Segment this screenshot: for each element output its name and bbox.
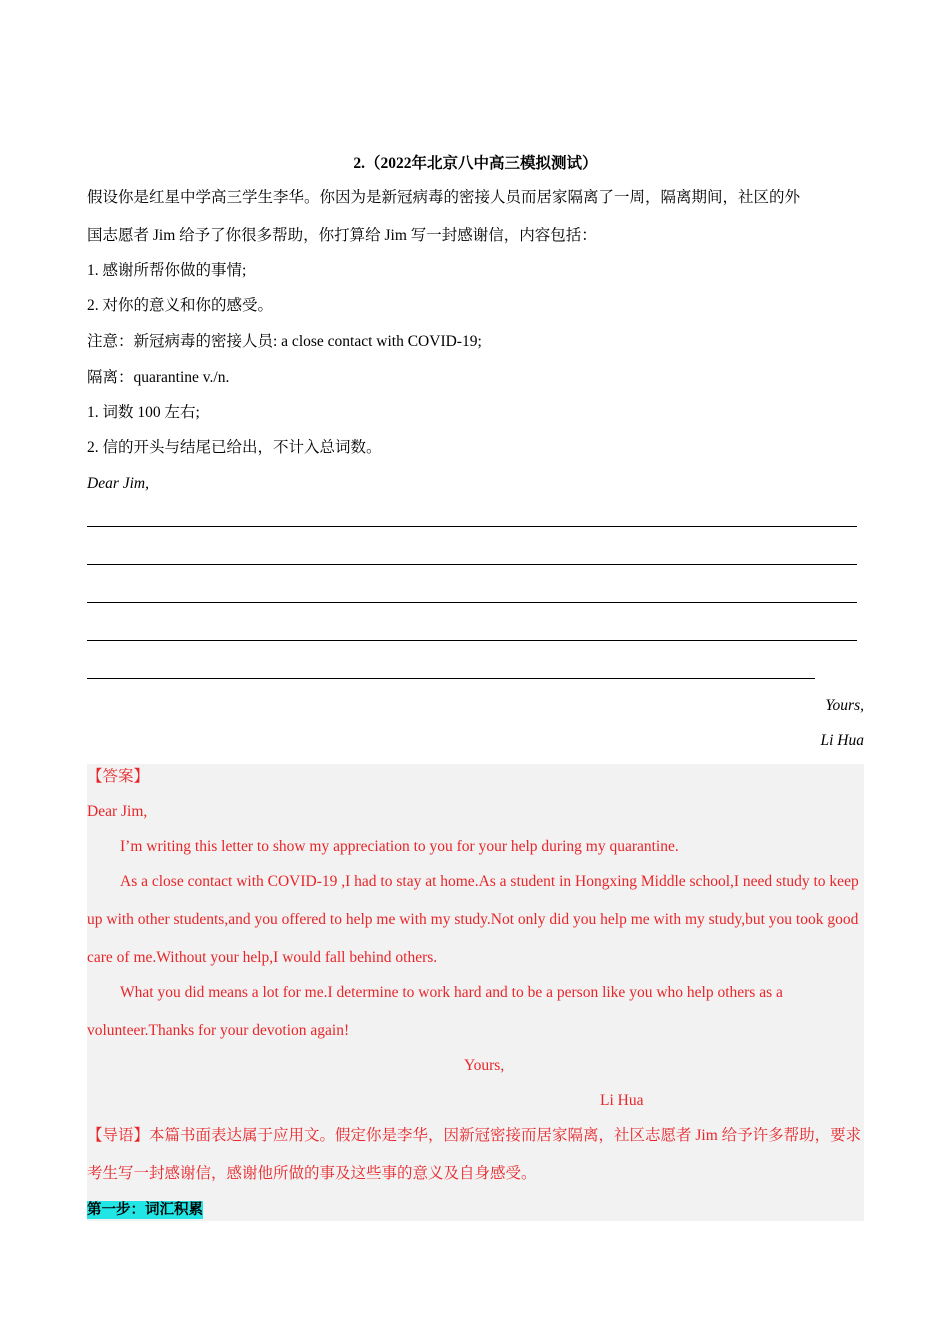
answer-paragraph-1: I’m writing this letter to show my appreciation to you for your help during my quarantine.: [120, 838, 679, 855]
content-item-2: 2. 对你的意义和你的感受。: [87, 297, 274, 314]
answer-label: 【答案】: [87, 768, 150, 785]
answer-greeting: Dear Jim,: [87, 803, 148, 820]
letter-signature: Li Hua: [820, 732, 864, 749]
writing-line: [87, 640, 857, 641]
answer-closing: Yours,: [464, 1057, 505, 1074]
requirement-2: 2. 信的开头与结尾已给出，不计入总词数。: [87, 439, 382, 456]
step-heading-text: 第一步：词汇积累: [87, 1202, 203, 1218]
writing-line: [87, 602, 857, 603]
step-heading: [87, 1200, 203, 1220]
answer-paragraph-2: As a close contact with COVID-19 ,I had to stay at home.As a student in Hongxing Middle school,I need study to keep up with other students,and you offered to help me with my study.Not only did you help me with my study,but you took good care of me.Without your help,I would fall behind others.: [87, 873, 859, 966]
requirement-1: 1. 词数 100 左右;: [87, 404, 200, 421]
writing-line: [87, 564, 857, 565]
question-title: 2.（2022年北京八中高三模拟测试）: [353, 155, 598, 172]
writing-line: [87, 678, 815, 679]
prompt-line-2: 国志愿者 Jim 给予了你很多帮助，你打算给 Jim 写一封感谢信，内容包括：: [87, 227, 597, 244]
content-item-1: 1. 感谢所帮你做的事情;: [87, 262, 247, 279]
letter-greeting: Dear Jim,: [87, 475, 149, 492]
note-1: 注意：新冠病毒的密接人员: a close contact with COVID-19;: [87, 333, 482, 350]
answer-signature: Li Hua: [600, 1092, 644, 1109]
answer-paragraph-3: What you did means a lot for me.I determine to work hard and to be a person like you who help others as a volunteer.Thanks for your devotion again!: [87, 984, 783, 1039]
note-2: 隔离：quarantine v./n.: [87, 369, 230, 386]
writing-line: [87, 526, 857, 527]
prompt-line-1: 假设你是红星中学高三学生李华。你因为是新冠病毒的密接人员而居家隔离了一周，隔离期间，社区的外: [87, 189, 801, 206]
letter-closing: Yours,: [825, 697, 864, 714]
guide-text: 【导语】本篇书面表达属于应用文。假定你是李华，因新冠密接而居家隔离，社区志愿者 Jim 给予许多帮助，要求考生写一封感谢信，感谢他所做的事及这些事的意义及自身感受。: [87, 1127, 862, 1182]
